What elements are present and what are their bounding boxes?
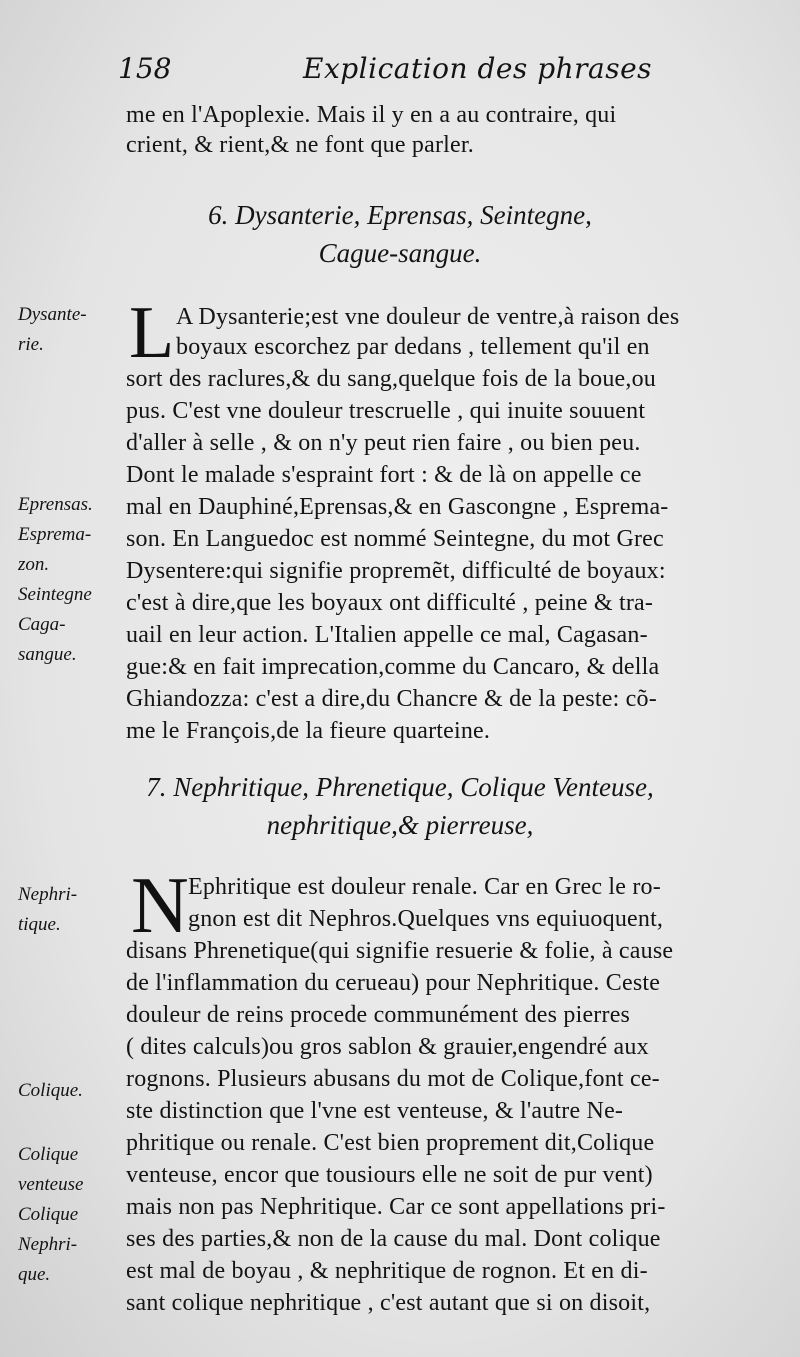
page-number: 158 — [118, 52, 172, 85]
body-line: mais non pas Nephritique. Car ce sont appellations pri- — [126, 1194, 666, 1220]
margin-line: Caga- — [18, 614, 66, 635]
body-line: ste distinction que l'vne est venteuse, & l'autre Ne- — [126, 1098, 624, 1124]
body-line: crient, & rient,& ne font que parler. — [126, 132, 474, 158]
margin-line: Colique — [18, 1144, 79, 1165]
margin-line: Colique — [18, 1204, 79, 1225]
running-head: Explication des phrases — [303, 52, 653, 85]
body-line: me le François,de la fieure quarteine. — [126, 718, 491, 744]
margin-line: sangue. — [18, 644, 77, 665]
margin-note-eprensas — [18, 490, 128, 670]
body-line: son. En Languedoc est nommé Seintegne, du mot Grec — [126, 526, 664, 552]
body-line: gue:& en fait imprecation,comme du Cancaro, & della — [126, 654, 660, 680]
body-line: A Dysanterie;est vne douleur de ventre,à raison des — [176, 304, 680, 330]
body-line: rognons. Plusieurs abusans du mot de Colique,font ce- — [126, 1066, 660, 1092]
body-line: boyaux escorchez par dedans , tellement qu'il en — [176, 334, 650, 360]
body-line: ( dites calculs)ou gros sablon & grauier,engendré aux — [126, 1034, 649, 1060]
margin-line: Eprensas. — [18, 494, 93, 515]
body-line: sort des raclures,& du sang,quelque fois de la boue,ou — [126, 366, 656, 392]
section-7-heading-cont: nephritique,& pierreuse, — [266, 810, 534, 840]
body-line: disans Phrenetique(qui signifie resuerie & folie, à cause — [126, 938, 674, 964]
section-7-heading: 7. Nephritique, Phrenetique, Colique Venteuse, — [146, 772, 654, 802]
margin-line: venteuse — [18, 1174, 84, 1195]
section-6-heading: 6. Dysanterie, Eprensas, Seintegne, — [208, 200, 592, 230]
margin-note-colique-group — [18, 1140, 128, 1290]
page-header — [118, 52, 768, 92]
margin-line: Esprema- — [18, 524, 92, 545]
body-line: d'aller à selle , & on n'y peut rien faire , ou bien peu. — [126, 430, 641, 456]
body-line: gnon est dit Nephros.Quelques vns equiuoquent, — [188, 906, 664, 932]
drop-cap-n: N — [131, 862, 189, 950]
body-line: douleur de reins procede communément des pierres — [126, 1002, 631, 1028]
body-line: mal en Dauphiné,Eprensas,& en Gascongne , Esprema- — [126, 494, 669, 520]
margin-line: Seintegne — [18, 584, 92, 605]
body-line: uail en leur action. L'Italien appelle ce mal, Cagasan- — [126, 622, 648, 648]
margin-note-dysanterie — [18, 300, 128, 360]
body-line: de l'inflammation du cerueau) pour Nephritique. Ceste — [126, 970, 661, 996]
margin-line: zon. — [18, 554, 50, 575]
margin-line: Dysante- — [18, 304, 87, 325]
body-line: pus. C'est vne douleur trescruelle , qui inuite souuent — [126, 398, 646, 424]
drop-cap-l: L — [129, 292, 175, 374]
body-line: me en l'Apoplexie. Mais il y en a au contraire, qui — [126, 102, 617, 128]
margin-line: Nephri- — [18, 1234, 78, 1255]
margin-note-nephritique — [18, 880, 128, 940]
margin-line: rie. — [18, 334, 44, 355]
section-6-heading-cont: Cague-sangue. — [318, 238, 482, 268]
margin-line: que. — [18, 1264, 51, 1285]
body-line: Ghiandozza: c'est a dire,du Chancre & de la peste: cõ- — [126, 686, 657, 712]
body-line: ses des parties,& non de la cause du mal. Dont colique — [126, 1226, 661, 1252]
body-line: Dysentere:qui signifie propremẽt, difficulté de boyaux: — [126, 558, 666, 584]
body-line: sant colique nephritique , c'est autant que si on disoit, — [126, 1290, 651, 1316]
margin-line: tique. — [18, 914, 61, 935]
body-line: est mal de boyau , & nephritique de rognon. Et en di- — [126, 1258, 648, 1284]
margin-line: Colique. — [18, 1080, 83, 1101]
body-line: venteuse, encor que tousiours elle ne soit de pur vent) — [126, 1162, 653, 1188]
body-line: c'est à dire,que les boyaux ont difficulté , peine & tra- — [126, 590, 654, 616]
body-line: Dont le malade s'espraint fort : & de là on appelle ce — [126, 462, 642, 488]
body-line: phritique ou renale. C'est bien proprement dit,Colique — [126, 1130, 655, 1156]
margin-note-colique — [18, 1076, 128, 1106]
margin-line: Nephri- — [18, 884, 78, 905]
body-line: Ephritique est douleur renale. Car en Grec le ro- — [188, 874, 661, 900]
